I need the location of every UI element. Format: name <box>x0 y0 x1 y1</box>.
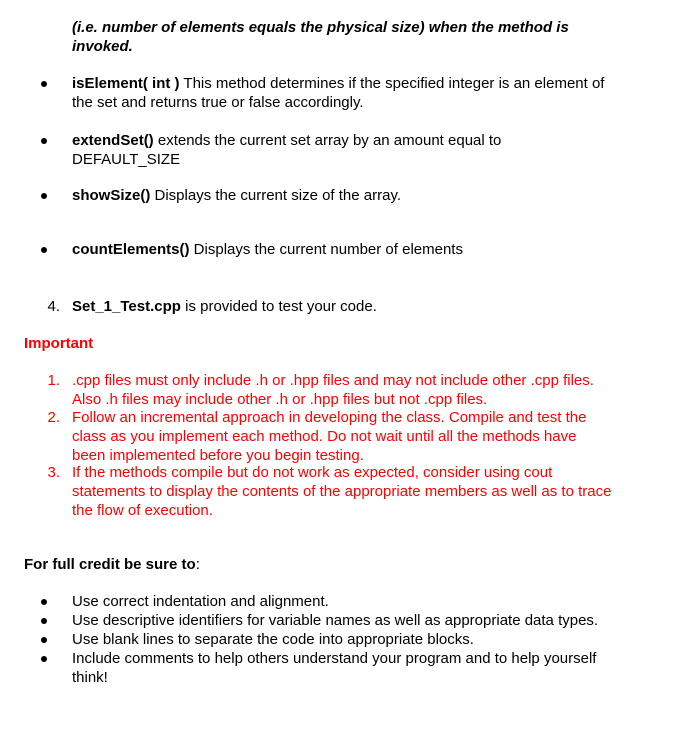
method-name: showSize() <box>72 187 151 204</box>
test-file-name: Set_1_Test.cpp <box>72 298 181 315</box>
method-name: isElement( int ) <box>72 75 180 92</box>
credit-heading-text: For full credit be sure to <box>24 556 196 573</box>
method-showsize <box>72 186 662 205</box>
important-item-3 <box>72 463 662 520</box>
important-number: 2. <box>47 409 60 426</box>
method-desc: Displays the current number of elements <box>189 241 463 258</box>
bullet-icon <box>41 138 47 144</box>
important-line: statements to display the contents of the appropriate members as well as to trace <box>72 483 612 500</box>
credit-item <box>72 611 662 630</box>
item-number: 4. <box>47 298 60 315</box>
credit-item <box>72 592 662 611</box>
method-desc: Displays the current size of the array. <box>150 187 402 204</box>
credit-line: Use descriptive identifiers for variable names as well as appropriate data types. <box>72 612 599 629</box>
credit-item <box>72 630 662 649</box>
method-countelements <box>72 240 662 259</box>
bullet-icon <box>41 656 47 662</box>
intro-line-2: invoked. <box>72 38 133 55</box>
method-name: extendSet() <box>72 132 154 149</box>
credit-heading <box>24 555 200 574</box>
bullet-icon <box>41 247 47 253</box>
credit-line: think! <box>72 669 108 686</box>
important-number: 3. <box>47 464 60 481</box>
important-line: been implemented before you begin testing. <box>72 447 364 464</box>
important-line: .cpp files must only include .h or .hpp files and may not include other .cpp files. <box>72 372 594 389</box>
important-item-2 <box>72 408 662 465</box>
important-line: class as you implement each method. Do not wait until all the methods have <box>72 428 577 445</box>
method-desc-cont: DEFAULT_SIZE <box>72 151 181 168</box>
credit-item <box>72 649 662 687</box>
credit-line: Use correct indentation and alignment. <box>72 593 329 610</box>
important-number: 1. <box>47 372 60 389</box>
bullet-icon <box>41 193 47 199</box>
method-desc-cont: the set and returns true or false accordingly. <box>72 94 364 111</box>
credit-heading-colon: : <box>195 556 200 573</box>
method-desc: extends the current set array by an amount equal to <box>153 132 502 149</box>
bullet-icon <box>41 637 47 643</box>
method-extendset <box>72 131 662 169</box>
important-line: the flow of execution. <box>72 502 213 519</box>
item-4-text: is provided to test your code. <box>180 298 377 315</box>
credit-line: Include comments to help others understand your program and to help yourself <box>72 650 597 667</box>
important-line: If the methods compile but do not work as expected, consider using cout <box>72 464 553 481</box>
bullet-icon <box>41 81 47 87</box>
important-line: Follow an incremental approach in developing the class. Compile and test the <box>72 409 587 426</box>
method-name: countElements() <box>72 241 190 258</box>
item-4 <box>72 297 662 316</box>
intro-line-1: (i.e. number of elements equals the physical size) when the method is <box>72 19 569 36</box>
bullet-icon <box>41 599 47 605</box>
method-desc: This method determines if the specified integer is an element of <box>179 75 605 92</box>
important-line: Also .h files may include other .h or .hpp files but not .cpp files. <box>72 391 488 408</box>
credit-line: Use blank lines to separate the code into appropriate blocks. <box>72 631 474 648</box>
important-item-1 <box>72 371 662 409</box>
method-iselement <box>72 74 662 112</box>
important-heading: Important <box>24 335 94 352</box>
bullet-icon <box>41 618 47 624</box>
